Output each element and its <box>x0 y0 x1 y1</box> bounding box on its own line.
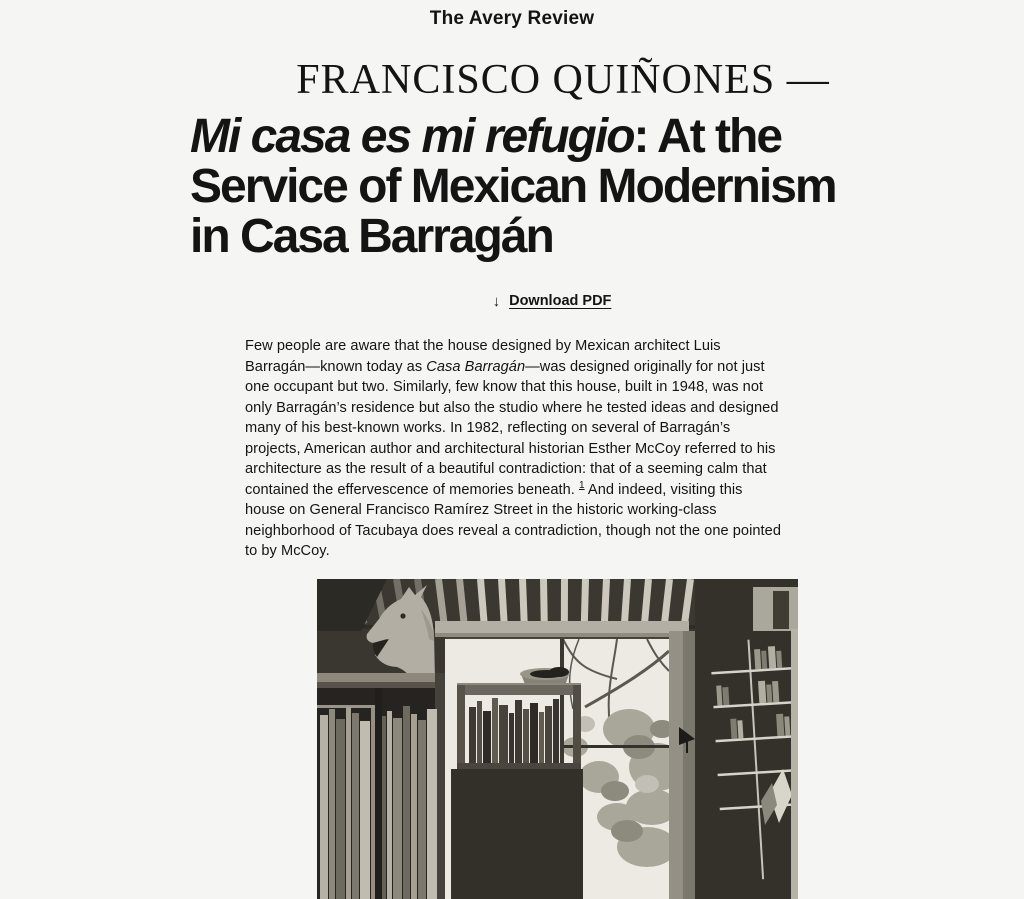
paragraph-text: —was designed originally for not just one occupant but two. Similarly, few know that this house, built in 1948, was not only Barragán’s residence but also the studio where he tested ideas and designed many of his best-known works. In 1982, reflecting on several of Barragán’s projects, American author and architectural historian Esther McCoy referred to his architecture as the result of a beautiful contradiction: that of a seeming calm that contained the effervescence of memories beneath. <box>245 358 779 498</box>
article-title <box>190 112 882 262</box>
download-row <box>190 292 882 309</box>
title-plain-part: : At the <box>633 110 782 163</box>
article-figure <box>317 579 798 899</box>
title-line-1 <box>190 112 882 162</box>
title-italic-part: Mi casa es mi refugio <box>190 110 634 163</box>
title-line-3: in Casa Barragán <box>190 210 553 263</box>
article-paragraph <box>245 336 785 562</box>
article-header <box>190 56 882 262</box>
title-line-2: Service of Mexican Modernism <box>190 160 836 213</box>
paragraph-text: Few people are aware that the house designed by Mexican architect Luis Barragán—known today as <box>245 338 721 375</box>
footnote-1-link[interactable]: 1 <box>579 479 585 491</box>
paragraph-italic-casa-barragan: Casa Barragán <box>426 358 526 375</box>
download-pdf-link[interactable]: Download PDF <box>509 293 612 309</box>
casa-barragan-photo <box>317 579 798 899</box>
download-arrow-icon: ↓ <box>492 293 501 310</box>
paragraph-text: And indeed, visiting this house on General Francisco Ramírez Street in the historic working-class neighborhood of Tacubaya does reveal a contradiction, though not the one pointed to by McCoy. <box>245 481 781 559</box>
site-title: The Avery Review <box>429 8 595 29</box>
author-name: FRANCISCO QUIÑONES — <box>296 57 830 103</box>
